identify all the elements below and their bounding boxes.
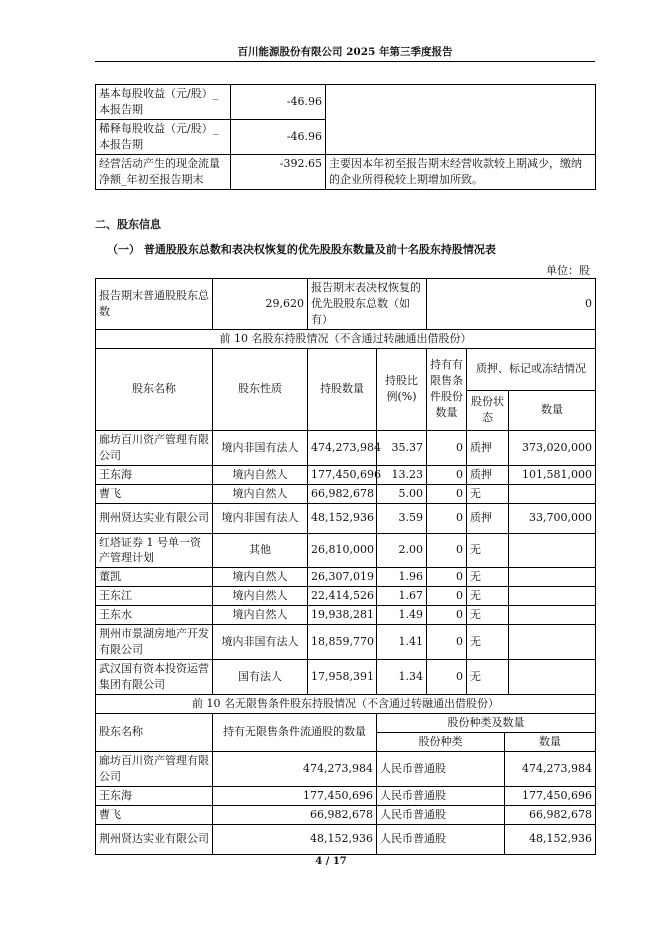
u-holder-qty: 177,450,696 [213, 786, 377, 805]
indicator-value: -46.96 [231, 85, 326, 120]
holder-shares: 18,859,770 [308, 625, 377, 660]
holder-shares: 19,938,281 [308, 606, 377, 625]
indicator-label: 基本每股收益（元/股）_本报告期 [96, 85, 231, 120]
u-holder-type: 人民币普通股 [377, 751, 505, 786]
section-title: 二、股东信息 [95, 218, 161, 231]
header-pledge-qty: 数量 [509, 390, 596, 430]
table-row [96, 606, 596, 625]
holder-pledge-qty [509, 484, 596, 503]
holder-shares: 26,810,000 [308, 533, 377, 568]
indicator-value: -392.65 [231, 154, 326, 189]
u-holder-amount: 177,450,696 [505, 786, 596, 805]
holder-pledge-qty: 33,700,000 [509, 503, 596, 533]
u-holder-amount: 474,273,984 [505, 751, 596, 786]
holder-ratio: 1.41 [377, 625, 427, 660]
holder-shares: 17,958,391 [308, 660, 377, 695]
shareholders-table [95, 278, 596, 855]
financial-indicators-table [95, 84, 596, 190]
header-restricted: 持有有限售条件股份数量 [427, 348, 467, 430]
indicator-label: 经营活动产生的现金流量净额_年初至报告期末 [96, 154, 231, 189]
holder-shares: 474,273,984 [308, 430, 377, 465]
holder-ratio: 3.59 [377, 503, 427, 533]
holder-status: 无 [467, 533, 509, 568]
header-pledge: 质押、标记或冻结情况 [467, 348, 596, 390]
u-holder-name: 廊坊百川资产管理有限公司 [96, 751, 213, 786]
header-nature: 股东性质 [213, 348, 308, 430]
indicator-note: 主要因本年初至报告期末经营收款较上期减少，缴纳的企业所得税较上期增加所致。 [326, 154, 596, 189]
holder-nature: 境内自然人 [213, 484, 308, 503]
holder-nature: 其他 [213, 533, 308, 568]
holder-status: 无 [467, 625, 509, 660]
u-holder-qty: 48,152,936 [213, 824, 377, 854]
unit-note: 单位：股 [546, 264, 590, 277]
holder-pledge-qty: 101,581,000 [509, 465, 596, 484]
holder-status: 无 [467, 484, 509, 503]
holder-restricted: 0 [427, 587, 467, 606]
holder-pledge-qty [509, 660, 596, 695]
table-row [96, 625, 596, 660]
holder-nature: 境内非国有法人 [213, 430, 308, 465]
u-holder-qty: 66,982,678 [213, 805, 377, 824]
holder-restricted: 0 [427, 430, 467, 465]
u-holder-amount: 66,982,678 [505, 805, 596, 824]
header-divider [95, 61, 595, 62]
holder-name: 王东水 [96, 606, 213, 625]
u-holder-qty: 474,273,984 [213, 751, 377, 786]
holder-nature: 境内自然人 [213, 568, 308, 587]
holder-nature: 境内非国有法人 [213, 625, 308, 660]
holder-restricted: 0 [427, 503, 467, 533]
table-row [96, 587, 596, 606]
header-pledge-status: 股份状态 [467, 390, 509, 430]
holder-pledge-qty [509, 533, 596, 568]
table-row [96, 279, 596, 330]
holder-restricted: 0 [427, 533, 467, 568]
pref-holders-label: 报告期末表决权恢复的优先股股东总数（如有） [308, 279, 427, 330]
u-holder-name: 王东海 [96, 786, 213, 805]
table-row [96, 694, 596, 713]
holder-name: 王东江 [96, 587, 213, 606]
table-row [96, 805, 596, 824]
u-holder-type: 人民币普通股 [377, 786, 505, 805]
holder-restricted: 0 [427, 606, 467, 625]
holder-ratio: 2.00 [377, 533, 427, 568]
holder-status: 无 [467, 568, 509, 587]
holder-shares: 177,450,696 [308, 465, 377, 484]
u-header-name: 股东名称 [96, 713, 213, 751]
u-header-qty: 持有无限售条件流通股的数量 [213, 713, 377, 751]
table-row [96, 786, 596, 805]
page-header: 百川能源股份有限公司 2025 年第三季度报告 [237, 46, 453, 58]
table-row [96, 533, 596, 568]
holder-name: 红塔证券 1 号单一资产管理计划 [96, 533, 213, 568]
table-header-row [96, 348, 596, 390]
holder-status: 无 [467, 606, 509, 625]
holder-status: 无 [467, 660, 509, 695]
holder-pledge-qty [509, 587, 596, 606]
holder-nature: 境内非国有法人 [213, 503, 308, 533]
holder-name: 廊坊百川资产管理有限公司 [96, 430, 213, 465]
table-row [96, 85, 596, 120]
holder-shares: 26,307,019 [308, 568, 377, 587]
holder-status: 无 [467, 587, 509, 606]
table-row [96, 430, 596, 465]
top10-title: 前 10 名股东持股情况（不含通过转融通出借股份） [96, 329, 596, 348]
u-holder-type: 人民币普通股 [377, 805, 505, 824]
u-holder-name: 荆州贤达实业有限公司 [96, 824, 213, 854]
holder-ratio: 5.00 [377, 484, 427, 503]
holder-shares: 66,982,678 [308, 484, 377, 503]
holder-restricted: 0 [427, 660, 467, 695]
holder-name: 王东海 [96, 465, 213, 484]
holder-restricted: 0 [427, 484, 467, 503]
holder-name: 荆州市景湖房地产开发有限公司 [96, 625, 213, 660]
holder-name: 董凯 [96, 568, 213, 587]
holder-name: 武汉国有资本投资运营集团有限公司 [96, 660, 213, 695]
holder-nature: 境内自然人 [213, 465, 308, 484]
holder-restricted: 0 [427, 625, 467, 660]
holder-ratio: 1.67 [377, 587, 427, 606]
u-header-type: 股份种类 [377, 732, 505, 751]
indicator-note [326, 85, 596, 155]
table-row [96, 484, 596, 503]
indicator-value: -46.96 [231, 119, 326, 154]
table-row [96, 568, 596, 587]
u-holder-name: 曹飞 [96, 805, 213, 824]
total-holders-label: 报告期末普通股股东总数 [96, 279, 213, 330]
unrestricted-title: 前 10 名无限售条件股东持股情况（不含通过转融通出借股份） [96, 694, 596, 713]
table-row [96, 329, 596, 348]
holder-status: 质押 [467, 503, 509, 533]
holder-name: 荆州贤达实业有限公司 [96, 503, 213, 533]
u-holder-type: 人民币普通股 [377, 824, 505, 854]
holder-pledge-qty: 373,020,000 [509, 430, 596, 465]
u-header-amount: 数量 [505, 732, 596, 751]
holder-nature: 国有法人 [213, 660, 308, 695]
holder-shares: 48,152,936 [308, 503, 377, 533]
table-row [96, 503, 596, 533]
table-row [96, 660, 596, 695]
holder-shares: 22,414,526 [308, 587, 377, 606]
holder-ratio: 1.49 [377, 606, 427, 625]
table-header-row [96, 713, 596, 732]
holder-restricted: 0 [427, 568, 467, 587]
holder-nature: 境内自然人 [213, 587, 308, 606]
u-header-type-group: 股份种类及数量 [377, 713, 596, 732]
subsection-title: （一） 普通股股东总数和表决权恢复的优先股股东数量及前十名股东持股情况表 [107, 243, 496, 256]
table-row [96, 824, 596, 854]
pref-holders-value: 0 [427, 279, 596, 330]
holder-ratio: 1.34 [377, 660, 427, 695]
table-row [96, 154, 596, 189]
indicator-label: 稀释每股收益（元/股）_本报告期 [96, 119, 231, 154]
table-row [96, 465, 596, 484]
header-name: 股东名称 [96, 348, 213, 430]
total-holders-value: 29,620 [213, 279, 308, 330]
holder-status: 质押 [467, 430, 509, 465]
holder-restricted: 0 [427, 465, 467, 484]
table-row [96, 751, 596, 786]
holder-ratio: 35.37 [377, 430, 427, 465]
holder-status: 质押 [467, 465, 509, 484]
holder-ratio: 13.23 [377, 465, 427, 484]
holder-pledge-qty [509, 625, 596, 660]
page-number: 4 / 17 [315, 856, 347, 867]
u-holder-amount: 48,152,936 [505, 824, 596, 854]
holder-ratio: 1.96 [377, 568, 427, 587]
holder-pledge-qty [509, 606, 596, 625]
holder-pledge-qty [509, 568, 596, 587]
holder-nature: 境内自然人 [213, 606, 308, 625]
header-shares: 持股数量 [308, 348, 377, 430]
holder-name: 曹飞 [96, 484, 213, 503]
header-ratio: 持股比例(%) [377, 348, 427, 430]
